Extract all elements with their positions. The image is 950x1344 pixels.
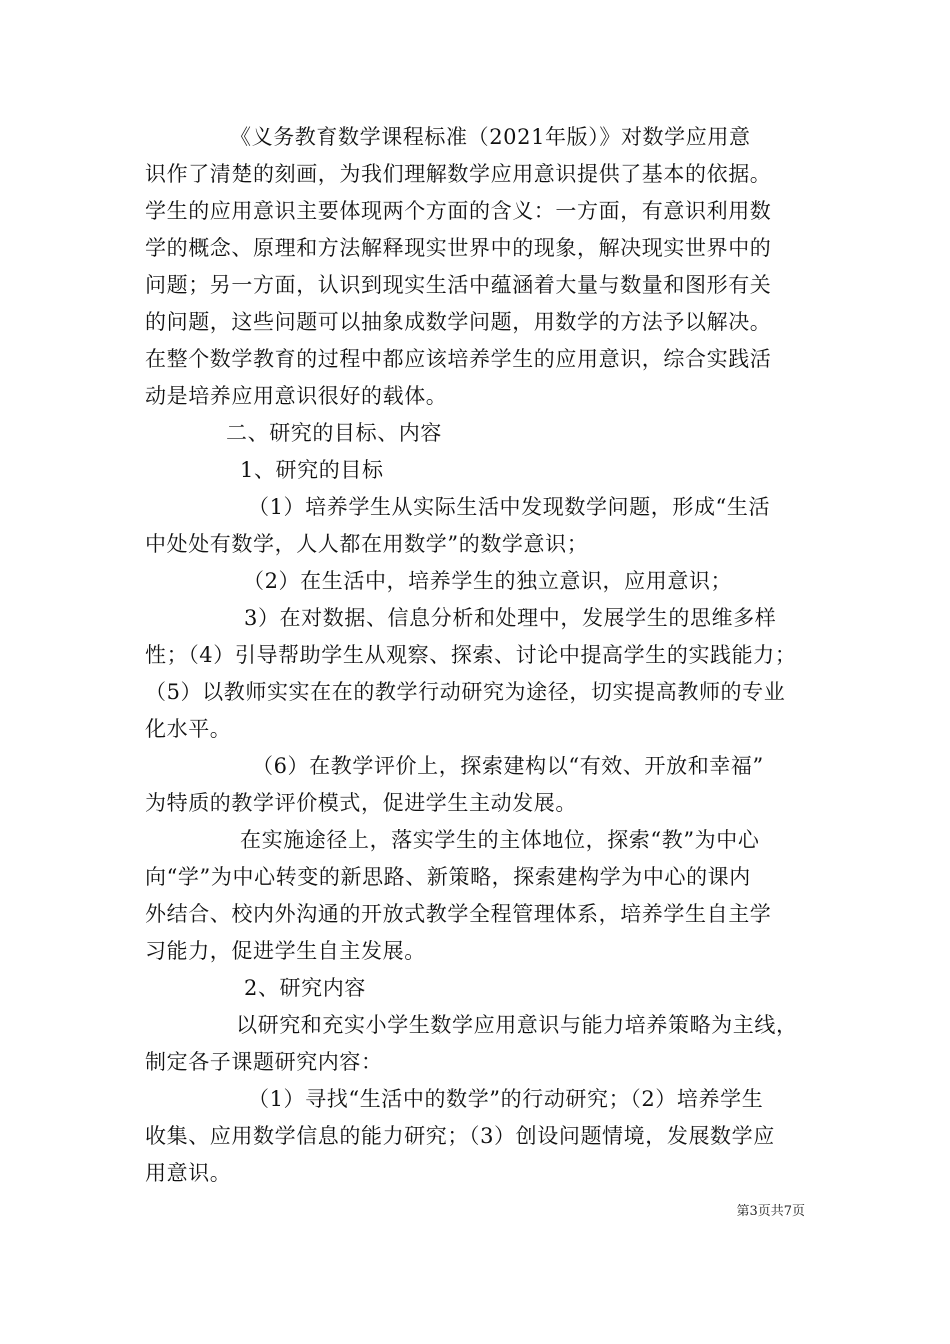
text-line: 学的概念、原理和方法解释现实世界中的现象，解决现实世界中的	[145, 236, 772, 260]
text-line: 以研究和充实小学生数学应用意识与能力培养策略为主线，	[236, 1013, 798, 1037]
subsection-heading: 1、研究的目标	[240, 458, 384, 482]
text-line: 识作了清楚的刻画，为我们理解数学应用意识提供了基本的依据。	[145, 162, 772, 186]
text-line: 为特质的教学评价模式，促进学生主动发展。	[145, 791, 577, 815]
section-heading: 二、研究的目标、内容	[226, 421, 442, 445]
text-line: 外结合、校内外沟通的开放式教学全程管理体系，培养学生自主学	[145, 902, 772, 926]
text-line: 中处处有数学，人人都在用数学”的数学意识；	[145, 532, 589, 556]
text-line: （1）培养学生从实际生活中发现数学问题，形成“生活	[248, 495, 771, 519]
text-line: 习能力，促进学生自主发展。	[145, 939, 426, 963]
text-line: 在整个数学教育的过程中都应该培养学生的应用意识，综合实践活	[145, 347, 772, 371]
page-number: 第3页共7页	[736, 1204, 805, 1219]
text-line: 制定各子课题研究内容：	[145, 1050, 383, 1074]
text-line: 学生的应用意识主要体现两个方面的含义：一方面，有意识利用数	[145, 199, 772, 223]
text-line: 收集、应用数学信息的能力研究；（3）创设问题情境，发展数学应	[145, 1124, 775, 1148]
text-line: 动是培养应用意识很好的载体。	[145, 384, 448, 408]
text-line: 化水平。	[145, 717, 232, 741]
text-line: （6）在教学评价上，探索建构以“有效、开放和幸福”	[252, 754, 764, 778]
subsection-heading: 2、研究内容	[244, 976, 366, 1000]
text-line: （2）在生活中，培养学生的独立意识，应用意识；	[243, 569, 733, 593]
text-line: 用意识。	[145, 1161, 232, 1185]
text-line: 问题；另一方面，认识到现实生活中蕴涵着大量与数量和图形有关	[145, 273, 772, 297]
text-line: 向“学”为中心转变的新思路、新策略，探索建构学为中心的课内	[145, 865, 751, 889]
text-line: 3）在对数据、信息分析和处理中，发展学生的思维多样	[244, 606, 777, 630]
text-line: 《义务教育数学课程标准（2021年版）》对数学应用意	[230, 125, 751, 149]
text-line: （5）以教师实实在在的教学行动研究为途径，切实提高教师的专业	[145, 680, 786, 704]
text-line: 性；（4）引导帮助学生从观察、探索、讨论中提高学生的实践能力；	[145, 643, 797, 667]
text-line: 在实施途径上，落实学生的主体地位，探索“教”为中心	[240, 828, 760, 852]
text-line: 的问题，这些问题可以抽象成数学问题，用数学的方法予以解决。	[145, 310, 772, 334]
text-line: （1）寻找“生活中的数学”的行动研究；（2）培养学生	[248, 1087, 764, 1111]
